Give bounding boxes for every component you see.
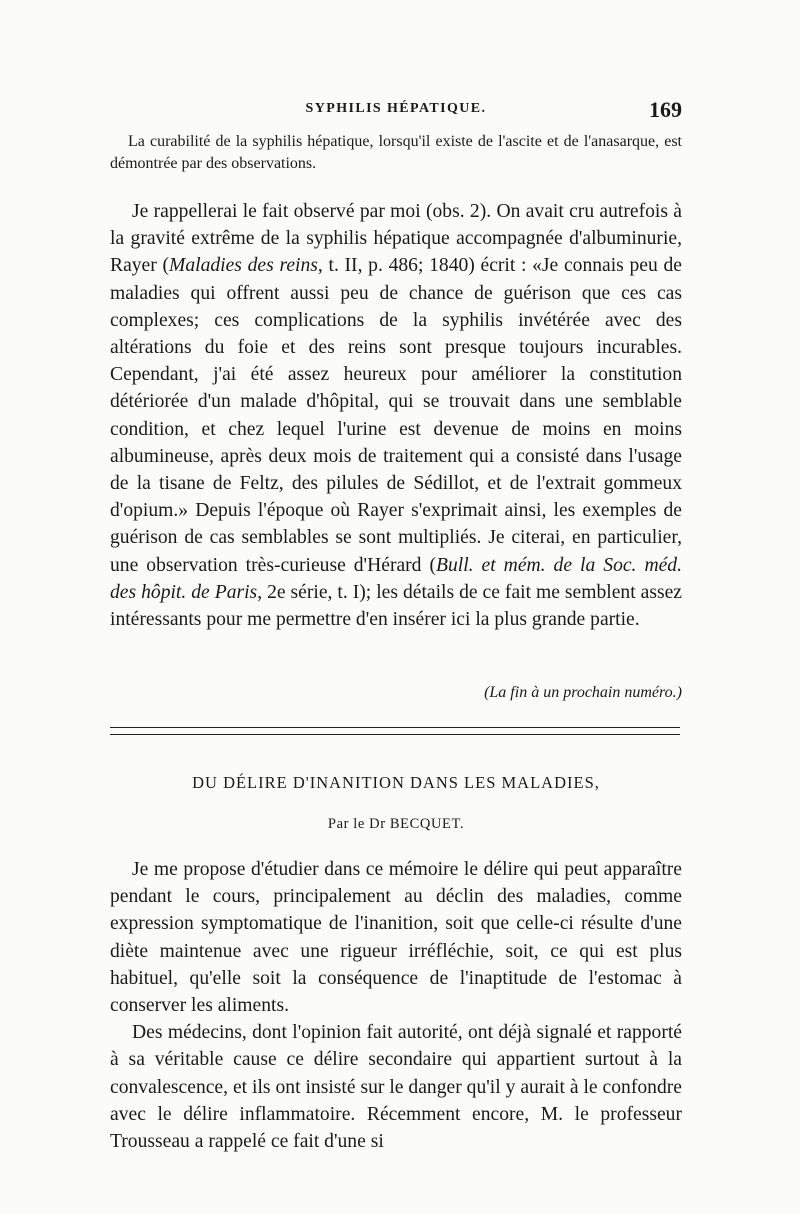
paragraph-text: Je rappellerai le fait observé par moi (obs. 2). On avait cru autrefois à la gravité extrême de la syphilis hépatique accompagnée d'albuminurie, Rayer ( <box>110 201 682 277</box>
section-summary: La curabilité de la syphilis hépatique, lorsqu'il existe de l'ascite et de l'anasarque, est démontrée par des observations. <box>110 133 682 172</box>
paragraph-text: , 2e série, t. I); les détails de ce fait me semblent assez intéressants pour me permettre d'en insérer ici la plus grande partie. <box>110 581 682 631</box>
article-body <box>110 856 682 1155</box>
body-paragraph <box>110 198 682 633</box>
running-head <box>110 97 682 121</box>
body-paragraph: Des médecins, dont l'opinion fait autorité, ont déjà signalé et rapporté à sa véritable cause ce délire secondaire qui appartient surtout à la convalescence, et ils ont insisté sur le danger qu'il y aurait à le confondre avec le délire inflammatoire. Récemment encore, M. le professeur Trousseau a rappelé ce fait d'une si <box>110 1022 682 1153</box>
section-divider <box>110 734 680 735</box>
running-head-title: SYPHILIS HÉPATIQUE. <box>305 101 487 116</box>
continuation-note: (La fin à un prochain numéro.) <box>484 684 682 701</box>
citation-title: Maladies des reins <box>169 255 318 277</box>
citation-title: Bull. et mém. de la Soc. méd. des hôpit. de Paris <box>110 554 682 603</box>
section-divider <box>110 727 680 728</box>
body-paragraph: Je me propose d'étudier dans ce mémoire le délire qui peut apparaître pendant le cours, principalement au déclin des maladies, comme expression symptomatique de l'inanition, soit que celle-ci résulte d'une diète maintenue avec une rigueur irréfléchie, soit, ce qui est plus habituel, qu'elle soit la conséquence de l'inaptitude de l'estomac à conserver les aliments. <box>110 859 682 1017</box>
article-title: DU DÉLIRE D'INANITION DANS LES MALADIES, <box>192 773 600 792</box>
article-byline: Par le Dr BECQUET. <box>327 816 465 832</box>
page-number: 169 <box>649 97 682 122</box>
paragraph-text: , t. II, p. 486; 1840) écrit : «Je connais peu de maladies qui offrent aussi peu de chance de guérison que ces cas complexes; ces complications de la syphilis invétérée avec des altérations du foie et des reins sont presque toujours incurables. Cependant, j'ai été assez heureux pour améliorer la constitution détériorée d'un malade d'hôpital, qui se trouvait dans une semblable condition, et chez lequel l'urine est devenue de moins en moins albumineuse, après deux mois de traitement qui a consisté dans l'usage de la tisane de Feltz, des pilules de Sédillot, et de l'extrait gommeux d'opium.» Depuis l'époque où Rayer s'exprimait ainsi, les exemples de guérison de cas semblables se sont multipliés. Je citerai, en particulier, une observation très-curieuse d'Hérard ( <box>110 255 682 576</box>
